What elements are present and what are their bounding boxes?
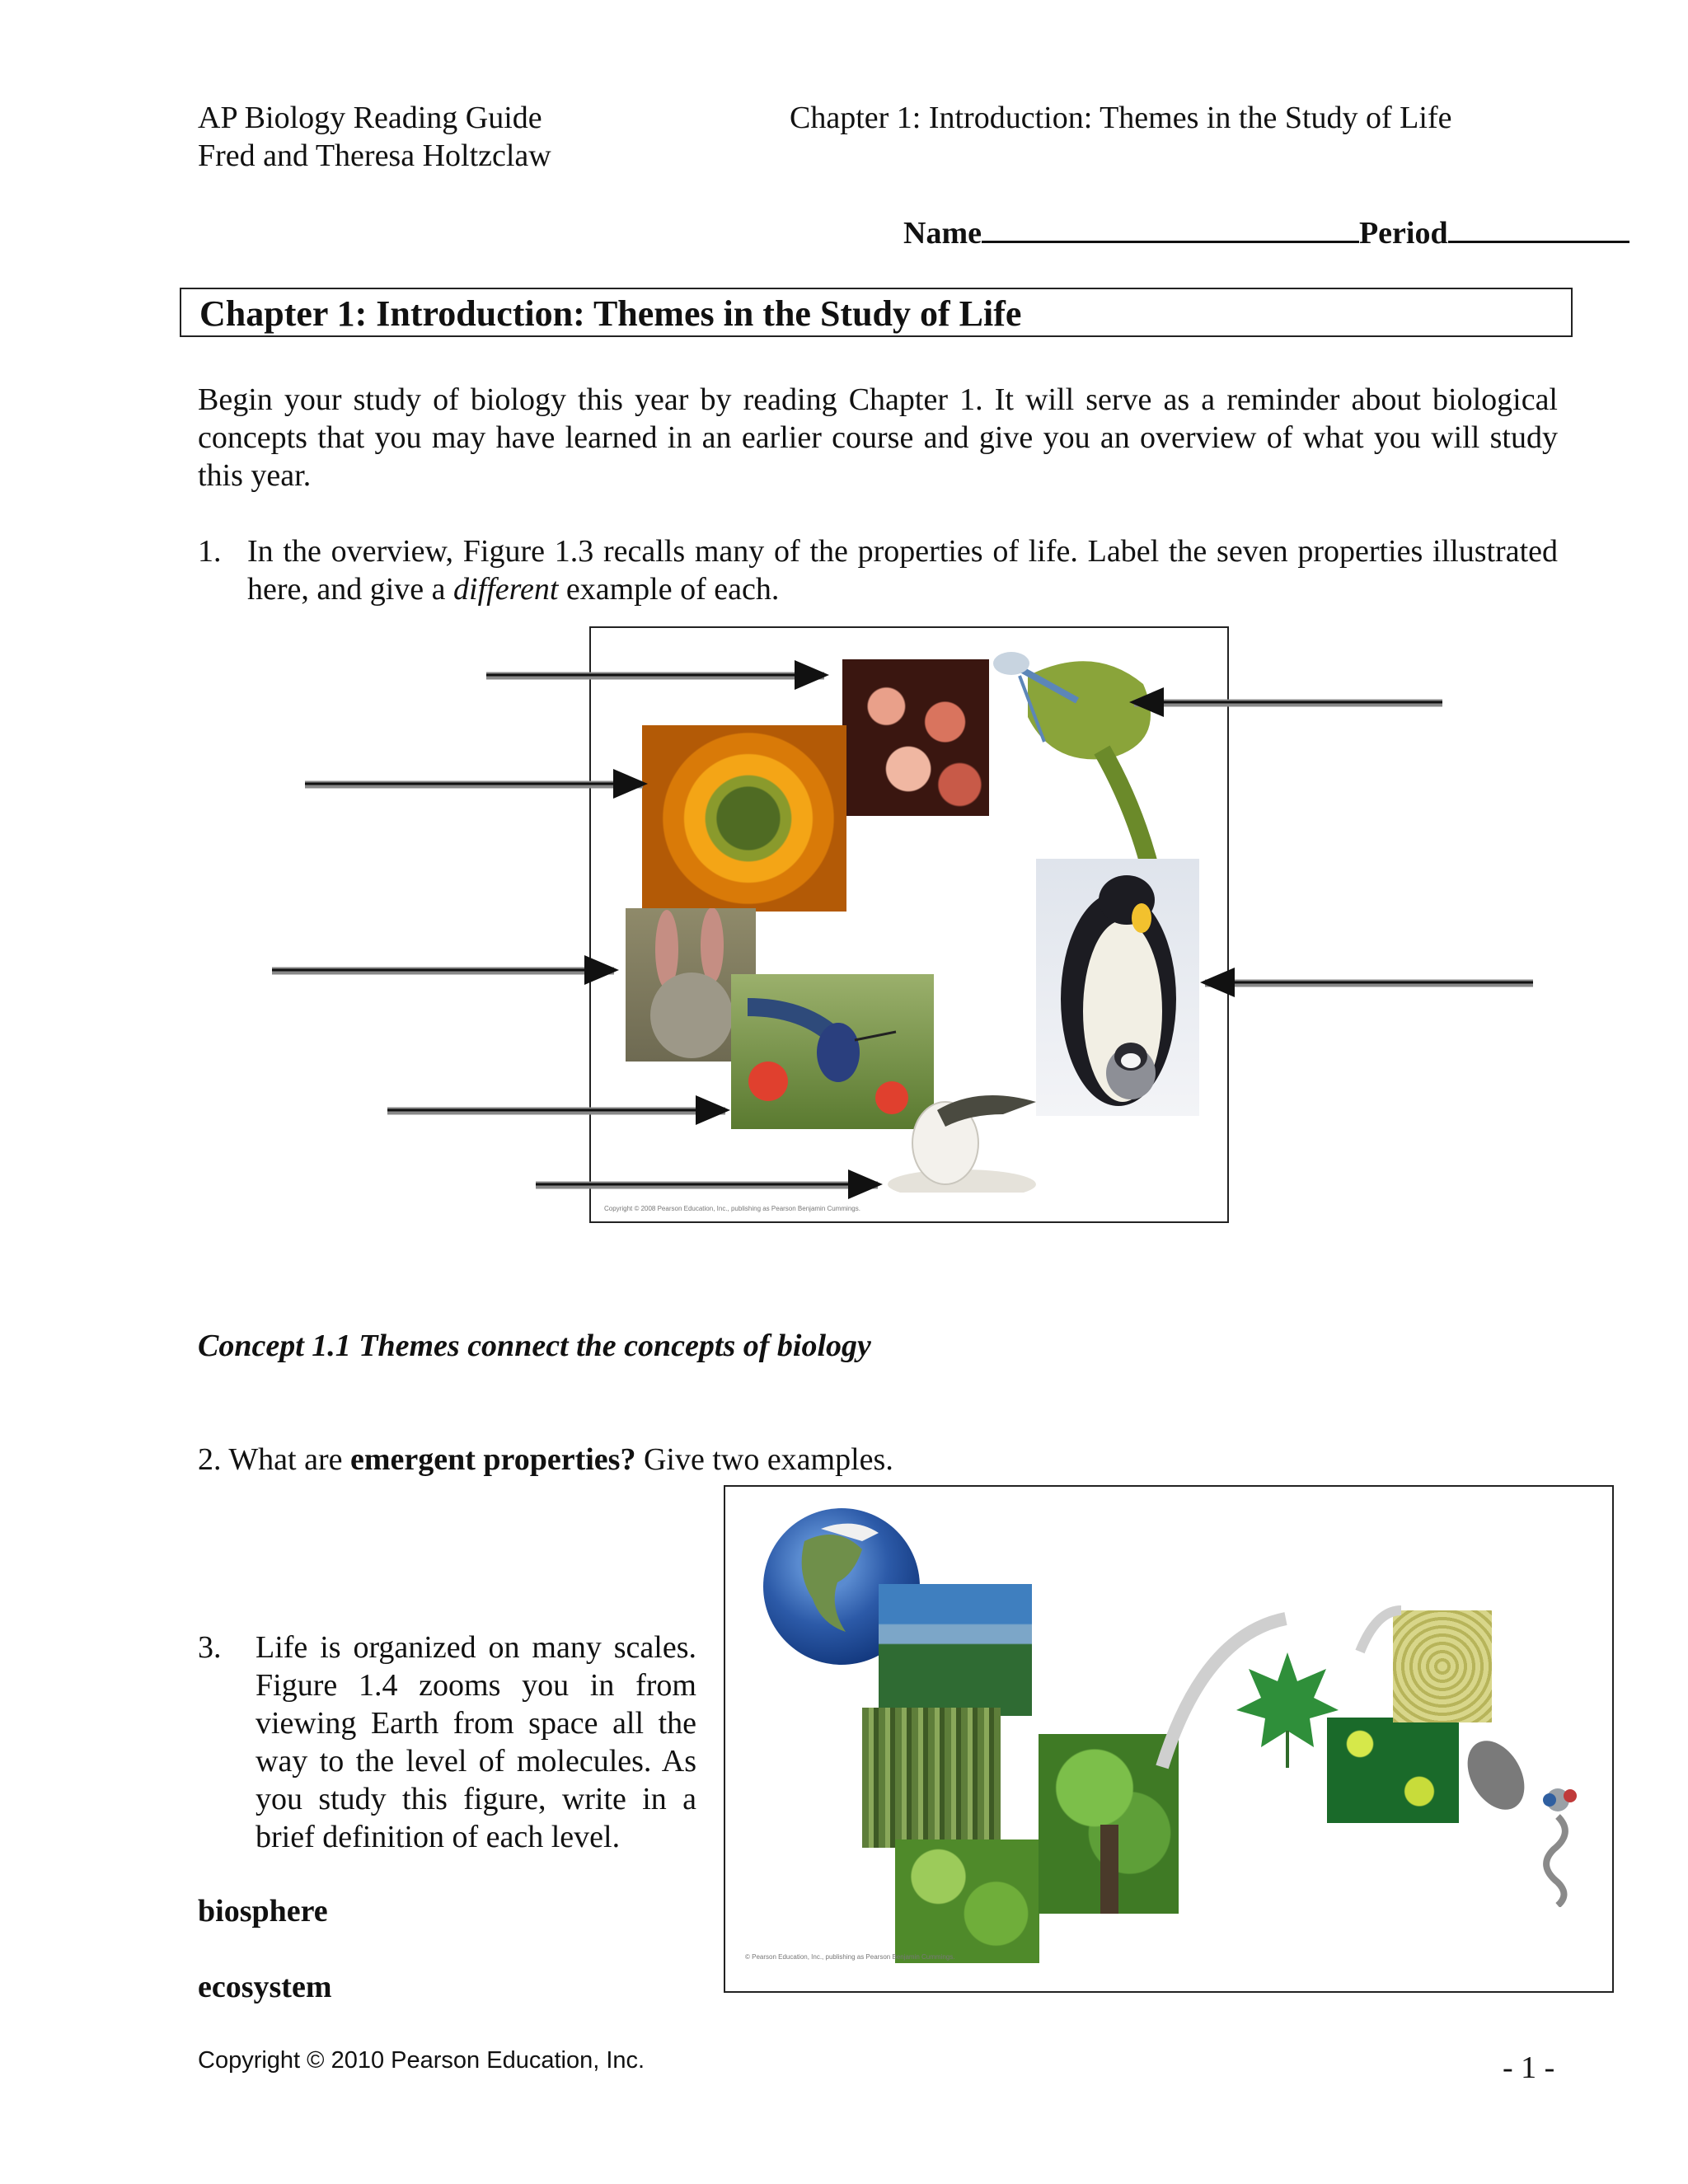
- q3-number: 3.: [198, 1630, 222, 1665]
- term-biosphere: biosphere: [198, 1894, 328, 1929]
- footer-copyright: Copyright © 2010 Pearson Education, Inc.: [198, 2047, 645, 2074]
- q2-bold: emergent properties?: [350, 1442, 636, 1477]
- arrow-jackrabbit: [272, 970, 614, 971]
- concept-heading: Concept 1.1 Themes connect the concepts of biology: [198, 1329, 871, 1363]
- intro-paragraph: Begin your study of biology this year by reading Chapter 1. It will serve as a reminder about biological concepts that you may have learned in an earlier course and give you an overview of what you will study this year.: [198, 382, 1558, 493]
- arrow-hummingbird: [387, 1110, 725, 1111]
- zoom-arrows: [725, 1487, 1614, 1993]
- header-chapter: Chapter 1: Introduction: Themes in the Study of Life: [790, 101, 1452, 135]
- arrow-penguin: [1205, 982, 1533, 983]
- q2-text-before: What are: [221, 1442, 350, 1477]
- q2-text: [198, 1441, 893, 1479]
- arrow-crocodile: [536, 1184, 878, 1185]
- header-authors: Fred and Theresa Holtzclaw: [198, 138, 551, 173]
- q2-number: 2.: [198, 1442, 222, 1477]
- q2-text-after: Give two examples.: [635, 1442, 893, 1477]
- arrow-sunflower: [305, 784, 643, 785]
- q1-text-after: example of each.: [558, 572, 780, 607]
- arrow-flytrap: [1134, 702, 1442, 703]
- page-number: - 1 -: [1503, 2050, 1555, 2085]
- q1-italic: different: [453, 572, 559, 607]
- arrow-seahorse: [486, 675, 824, 676]
- fig13-copyright: Copyright © 2008 Pearson Education, Inc., publishing as Pearson Benjamin Cummings.: [604, 1205, 860, 1212]
- header-guide-title: AP Biology Reading Guide: [198, 101, 542, 135]
- figure-1-4: [724, 1485, 1614, 1993]
- period-label: Period: [1358, 216, 1448, 251]
- q3-text: Life is organized on many scales. Figure 1.4 zooms you in from viewing Earth from space all the way to the level of molecules. As you study this figure, write in a brief definition of each level.: [256, 1630, 696, 1854]
- name-label: Name: [903, 216, 982, 251]
- term-ecosystem: ecosystem: [198, 1970, 332, 2004]
- fig14-copyright: © Pearson Education, Inc., publishing as Pearson Benjamin Cummings.: [745, 1953, 955, 1961]
- chapter-title: Chapter 1: Introduction: Themes in the Study of Life: [199, 293, 1022, 334]
- q1-text-before: In the overview, Figure 1.3 recalls many of the properties of life. Label the seven properties illustrated here, and give a: [247, 534, 1558, 607]
- q1-number: 1.: [198, 534, 222, 569]
